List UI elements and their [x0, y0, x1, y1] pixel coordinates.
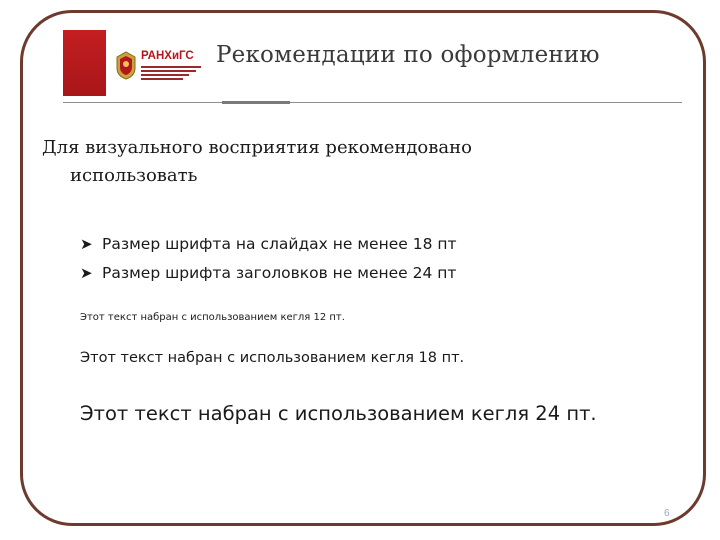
list-item [80, 259, 457, 288]
arrow-bullet-icon: ➤ [80, 264, 93, 282]
logo-subtitle-lines [141, 66, 201, 82]
intro-line-2: использовать [70, 165, 198, 186]
arrow-bullet-icon: ➤ [80, 235, 93, 253]
red-accent-block [63, 30, 106, 96]
ranepa-logo [115, 48, 201, 84]
bullet-text: Размер шрифта заголовков не менее 24 пт [102, 264, 457, 282]
bullet-list [80, 230, 457, 288]
page-number: 6 [664, 508, 670, 519]
title-divider-accent [222, 101, 290, 104]
intro-line-1: Для визуального восприятия рекомендовано [42, 137, 472, 158]
title-divider [63, 102, 682, 103]
list-item [80, 230, 457, 259]
logo-brand-text: РАНХиГС [141, 50, 194, 62]
intro-text [42, 134, 642, 190]
slide-title: Рекомендации по оформлению [216, 42, 600, 68]
sample-text-24pt: Этот текст набран с использованием кегля 24 пт. [80, 402, 597, 425]
sample-text-18pt: Этот текст набран с использованием кегля 18 пт. [80, 350, 465, 366]
emblem-icon [115, 50, 137, 80]
sample-text-12pt: Этот текст набран с использованием кегля 12 пт. [80, 312, 345, 323]
bullet-text: Размер шрифта на слайдах не менее 18 пт [102, 235, 457, 253]
